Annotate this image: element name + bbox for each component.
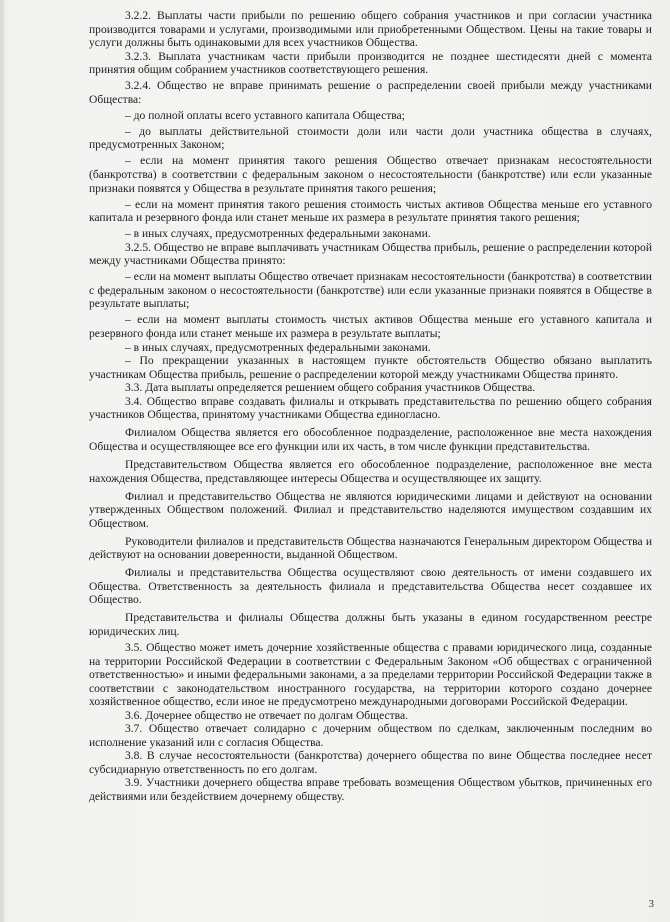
paragraph-branch: Филиалом Общества является его обособленное подразделение, расположенное вне места нахождения Общества и осуществляющее все его функции или их часть, в том числе функции представительства. xyxy=(89,427,652,453)
list-item: – если на момент принятия такого решения Общество отвечает признакам несостоятельности (банкротства) в соответствии с федеральным законом о несостоятельности (банкротстве) или если указанные признаки появятся у Общества в результате принятия такого решения; xyxy=(89,155,652,195)
list-item: – По прекращении указанных в настоящем пункте обстоятельств Общество обязано выплатить участникам Общества прибыль, решение о распределении которой между участниками Общества принято. xyxy=(89,355,652,381)
paragraph-3-2-3: 3.2.3. Выплата участникам части прибыли производится не позднее шестидесяти дней с момента принятия общим собранием участников соответствующего решения. xyxy=(89,50,652,77)
paragraph-representation: Представительством Общества является его обособленное подразделение, расположенное вне места нахождения Общества, представляющее интересы Общества и осуществляющее их защиту. xyxy=(89,458,652,485)
list-item: – если на момент принятия такого решения стоимость чистых активов Общества меньше его уставного капитала и резервного фонда или станет меньше их размера в результате принятия такого решения; xyxy=(89,198,652,225)
paragraph-registry: Представительства и филиалы Общества должны быть указаны в едином государственном реестре юридических лиц. xyxy=(89,612,652,638)
document-body xyxy=(89,10,652,805)
paragraph-3-2-4: 3.2.4. Общество не вправе принимать решение о распределении своей прибыли между участниками Общества: xyxy=(89,80,652,106)
paragraph-3-7: 3.7. Общество отвечает солидарно с дочерним обществом по сделкам, заключенным последним во исполнение указаний или с согласия Общества. xyxy=(89,723,652,749)
list-item: – в иных случаях, предусмотренных федеральными законами. xyxy=(125,228,431,241)
paragraph-3-3: 3.3. Дата выплаты определяется решением общего собрания участников Общества. xyxy=(125,382,536,395)
list-item: – до выплаты действительной стоимости доли или части доли участника общества в случаях, предусмотренных Законом; xyxy=(89,125,652,152)
paragraph-activity: Филиалы и представительства Общества осуществляют свою деятельность от имени создавшего их Общества. Ответственность за деятельность филиала и представительства Общества несет создавшее их Общество. xyxy=(89,567,652,607)
scan-edge xyxy=(0,0,4,922)
paragraph-heads: Руководители филиалов и представительств Общества назначаются Генеральным директором Общества и действуют на основании доверенности, выданной Обществом. xyxy=(89,535,652,562)
list-item: – если на момент выплаты стоимость чистых активов Общества меньше его уставного капитала и резервного фонда или станет меньше их размера в результате выплаты; xyxy=(89,314,652,341)
paragraph-3-8: 3.8. В случае несостоятельности (банкротства) дочернего общества по вине Общества последнее несет субсидиарную ответственность по его долгам. xyxy=(89,750,652,776)
paragraph-3-9: 3.9. Участники дочернего общества вправе требовать возмещения Обществом убытков, причиненных его действиями или бездействием дочернему обществу. xyxy=(89,777,652,804)
paragraph-3-4: 3.4. Общество вправе создавать филиалы и открывать представительства по решению общего собрания участников Общества, принятому участниками Общества единогласно. xyxy=(89,395,652,422)
list-item: – если на момент выплаты Общество отвечает признакам несостоятельности (банкротства) в соответствии с федеральным законом о несостоятельности (банкротстве) или если указанные признаки появятся в Обществе в результате выплаты; xyxy=(89,271,652,311)
paragraph-3-5: 3.5. Общество может иметь дочерние хозяйственные общества с правами юридического лица, созданные на территории Российской Федерации в соответствии с Федеральным Законом «Об обществах с ограниченной ответственностью» и иными федеральными законами, а за пределами территории Российской Федерации также в соответствии с законодательством иностранного государства, на территории которого создано дочернее хозяйственное общество, если иное не предусмотрено международными договорами Российской Федерации. xyxy=(89,642,652,709)
list-item: – до полной оплаты всего уставного капитала Общества; xyxy=(125,109,405,122)
paragraph-legal-status: Филиал и представительство Общества не являются юридическими лицами и действуют на основании утвержденных Обществом положений. Филиал и представительство наделяются имуществом создавшим их Обществом. xyxy=(89,490,652,530)
paragraph-3-6: 3.6. Дочернее общество не отвечает по долгам Общества. xyxy=(125,709,408,722)
paragraph-3-2-2: 3.2.2. Выплаты части прибыли по решению общего собрания участников и при согласии участника производится товарами и услугами, производимыми или приобретенными Обществом. Цены на такие товары и услуги должны быть одинаковыми для всех участников Общества. xyxy=(89,10,652,50)
list-item: – в иных случаях, предусмотренных федеральными законами. xyxy=(125,341,431,354)
paragraph-3-2-5: 3.2.5. Общество не вправе выплачивать участникам Общества прибыль, решение о распределении которой между участниками Общества принято: xyxy=(89,241,652,268)
page-number: 3 xyxy=(648,898,654,910)
